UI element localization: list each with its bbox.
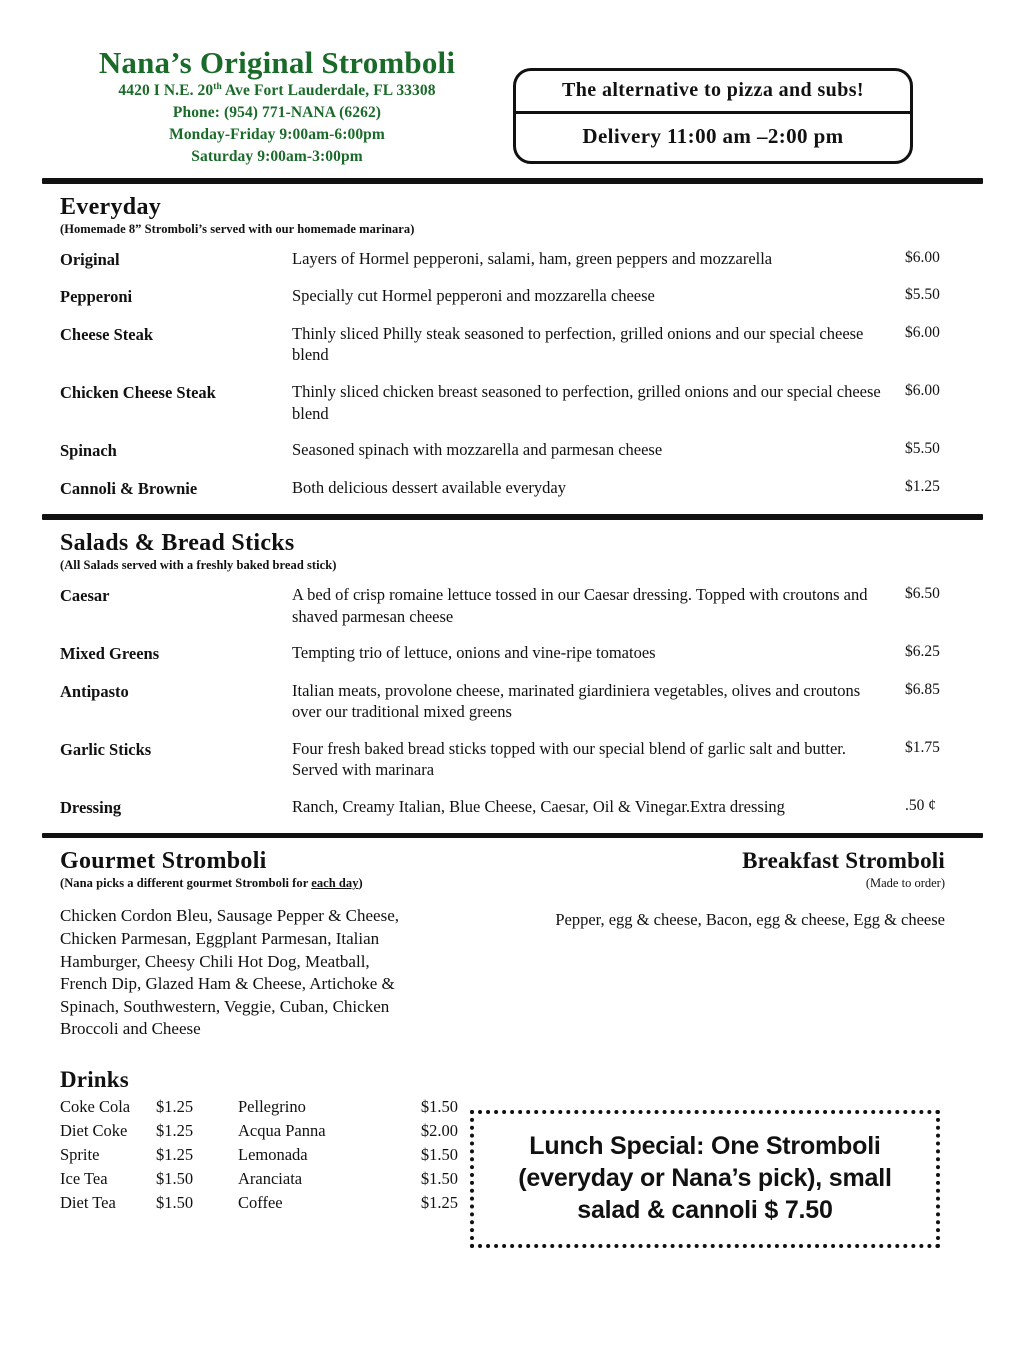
- everyday-title: Everyday: [60, 194, 162, 220]
- everyday-heading-block: [42, 194, 983, 237]
- gourmet-subtitle-emphasis: each day: [311, 876, 359, 891]
- drink-name: Acqua Panna: [238, 1120, 326, 1140]
- hours-weekday: Monday-Friday 9:00am-6:00pm: [169, 126, 385, 144]
- item-description: Four fresh baked bread sticks topped with our special blend of garlic salt and butter. Served with marinara: [292, 738, 846, 780]
- drink-price: $2.00: [420, 1120, 458, 1140]
- menu-item: [60, 248, 983, 270]
- drink-price: $1.50: [156, 1168, 194, 1188]
- drink-name: Ice Tea: [60, 1168, 108, 1188]
- menu-item: [60, 439, 983, 461]
- item-price: $5.50: [905, 440, 940, 458]
- item-price: $6.85: [905, 680, 940, 698]
- drink-name: Diet Coke: [60, 1120, 128, 1140]
- drink-name: Pellegrino: [238, 1097, 306, 1116]
- drinks-column-one: [60, 1095, 230, 1215]
- drinks-column-two: [238, 1095, 458, 1215]
- gourmet-subtitle-pre: (Nana picks a different gourmet Stromboli for: [60, 876, 312, 891]
- menu-item: [60, 796, 983, 818]
- restaurant-name: Nana’s Original Stromboli: [98, 45, 456, 80]
- item-name: Spinach: [60, 441, 117, 461]
- salads-item-list: [42, 584, 983, 819]
- gourmet-item-list: Chicken Cordon Bleu, Sausage Pepper & Cheese, Chicken Parmesan, Eggplant Parmesan, Italian Hamburger, Cheesy Chili Hot Dog, Meatball, French Dip, Glazed Ham & Cheese, Artichoke & Spinach, Southwestern, Veggie, Cuban, Chicken Broccoli and Cheese: [60, 906, 399, 1039]
- item-name: Dressing: [60, 798, 122, 818]
- item-name: Chicken Cheese Steak: [60, 382, 216, 402]
- drink-price: $1.25: [420, 1192, 458, 1212]
- drink-name: Diet Tea: [60, 1192, 116, 1212]
- menu-item: [60, 584, 983, 627]
- section-everyday: [0, 184, 1025, 499]
- item-name: Mixed Greens: [60, 644, 160, 664]
- section-salads: [0, 520, 1025, 818]
- drink-price: $1.50: [156, 1192, 194, 1212]
- menu-item: [60, 477, 983, 499]
- delivery-hours-text: Delivery 11:00 am –2:00 pm: [582, 124, 844, 148]
- tagline-box: [513, 68, 913, 164]
- item-description: Thinly sliced Philly steak seasoned to perfection, grilled onions and our special cheese blend: [292, 323, 864, 365]
- drink-name: Coke Cola: [60, 1097, 131, 1116]
- item-description: Seasoned spinach with mozzarella and parmesan cheese: [292, 440, 663, 460]
- menu-header: [0, 0, 1025, 178]
- address-prefix: 4420 I N.E. 20: [118, 82, 214, 100]
- item-description: Layers of Hormel pepperoni, salami, ham, green peppers and mozzarella: [292, 248, 773, 268]
- salads-subtitle: (All Salads served with a freshly baked bread stick): [60, 557, 337, 572]
- salads-title: Salads & Bread Sticks: [60, 530, 295, 557]
- drink-price: $1.25: [156, 1144, 194, 1164]
- item-price: .50 ¢: [905, 797, 936, 815]
- item-name: Pepperoni: [60, 287, 133, 307]
- menu-item: [60, 381, 983, 424]
- tagline-text: The alternative to pizza and subs!: [516, 71, 910, 114]
- gourmet-title: Gourmet Stromboli: [60, 848, 267, 875]
- drinks-columns: [60, 1095, 512, 1215]
- gourmet-subtitle: [60, 876, 512, 891]
- restaurant-phone: Phone: (954) 771-NANA (6262): [172, 104, 382, 122]
- item-price: $6.00: [905, 248, 940, 266]
- item-description: Specially cut Hormel pepperoni and mozzarella cheese: [292, 286, 655, 306]
- gourmet-subtitle-post: ): [358, 876, 363, 891]
- menu-item: [60, 642, 983, 664]
- item-description: Both delicious dessert available everyday: [292, 477, 566, 497]
- breakfast-heading-block: [512, 848, 973, 891]
- item-description: A bed of crisp romaine lettuce tossed in our Caesar dressing. Topped with croutons and shaved parmesan cheese: [292, 584, 868, 626]
- drink-name: Lemonada: [238, 1144, 308, 1164]
- address-suffix: Ave Fort Lauderdale, FL 33308: [221, 82, 436, 100]
- drink-name: Coffee: [238, 1192, 283, 1212]
- item-price: $1.25: [905, 477, 940, 495]
- drinks-section: [60, 1067, 512, 1215]
- address-ordinal-suffix: th: [213, 81, 222, 92]
- item-description: Ranch, Creamy Italian, Blue Cheese, Caesar, Oil & Vinegar.Extra dressing: [292, 797, 785, 817]
- item-name: Antipasto: [60, 681, 129, 701]
- restaurant-identity: [62, 46, 492, 168]
- drink-price: $1.50: [420, 1144, 458, 1164]
- drink-price: $1.50: [420, 1168, 458, 1188]
- breakfast-title: Breakfast Stromboli: [742, 848, 945, 874]
- item-name: Garlic Sticks: [60, 739, 152, 759]
- lunch-special-box: [470, 1110, 940, 1248]
- item-description: Tempting trio of lettuce, onions and vine-ripe tomatoes: [292, 643, 656, 663]
- item-name: Cannoli & Brownie: [60, 478, 198, 498]
- everyday-subtitle: (Homemade 8” Stromboli’s served with our homemade marinara): [60, 221, 415, 236]
- gourmet-column: [42, 848, 512, 1214]
- drink-price: $1.25: [156, 1097, 194, 1116]
- drinks-title: Drinks: [60, 1067, 129, 1092]
- menu-item: [60, 323, 983, 366]
- item-description: Italian meats, provolone cheese, marinated giardiniera vegetables, olives and croutons over our traditional mixed greens: [292, 680, 861, 722]
- menu-item: [60, 680, 983, 723]
- hours-saturday: Saturday 9:00am-3:00pm: [191, 148, 363, 166]
- everyday-item-list: [42, 248, 983, 499]
- item-name: Cheese Steak: [60, 324, 154, 344]
- item-price: $6.00: [905, 323, 940, 341]
- drink-price: $1.25: [156, 1120, 194, 1140]
- item-name: Caesar: [60, 585, 110, 605]
- salads-heading-block: [42, 530, 983, 573]
- breakfast-item-list: Pepper, egg & cheese, Bacon, egg & cheese, Egg & cheese: [555, 910, 945, 930]
- lunch-special-line-1: Lunch Special: One Stromboli: [529, 1132, 881, 1160]
- item-price: $5.50: [905, 286, 940, 304]
- drink-name: Aranciata: [238, 1168, 303, 1188]
- lunch-special-line-2: (everyday or Nana’s pick), small: [518, 1164, 892, 1192]
- drink-price: $1.50: [420, 1097, 458, 1116]
- lunch-special-line-3: salad & cannoli $ 7.50: [577, 1196, 833, 1224]
- item-price: $1.75: [905, 738, 940, 756]
- item-price: $6.00: [905, 381, 940, 399]
- menu-item: [60, 285, 983, 307]
- item-price: $6.25: [905, 643, 940, 661]
- item-name: Original: [60, 249, 120, 269]
- breakfast-subtitle: (Made to order): [865, 876, 945, 891]
- item-description: Thinly sliced chicken breast seasoned to perfection, grilled onions and our special cheese blend: [292, 381, 881, 423]
- restaurant-address: [62, 80, 492, 102]
- menu-item: [60, 738, 983, 781]
- drink-name: Sprite: [60, 1144, 100, 1164]
- item-price: $6.50: [905, 584, 940, 602]
